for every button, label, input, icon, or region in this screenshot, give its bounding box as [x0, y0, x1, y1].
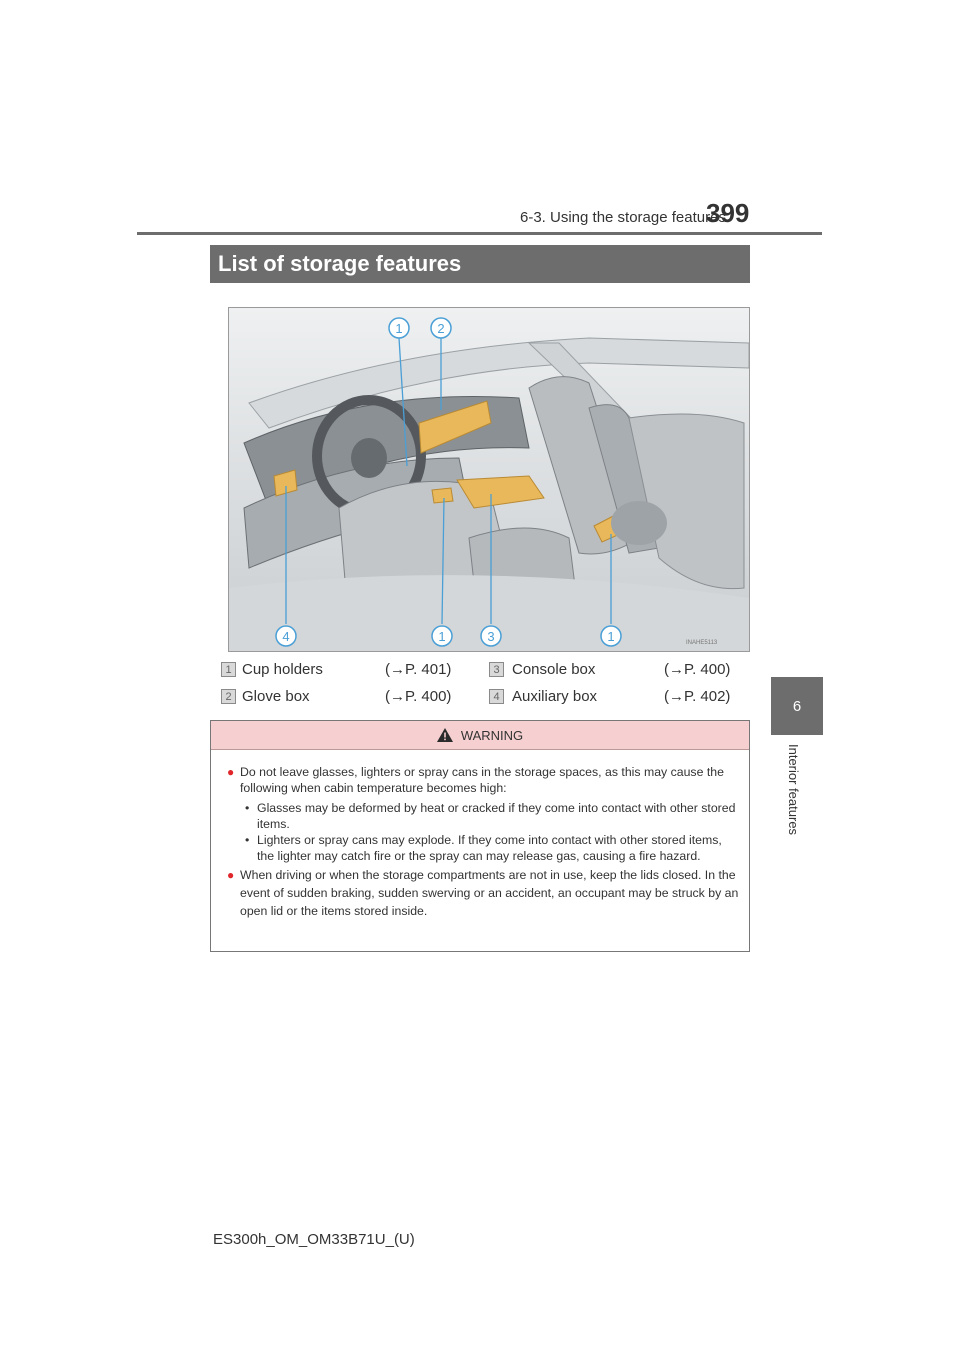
warning-header [211, 721, 749, 750]
warning-sub-2: Lighters or spray cans may explode. If they come into contact with other stored items, the lighter may catch fire or the spray can may release gas, causing a fire hazard. [257, 833, 722, 863]
figure-code: INAHE5113 [686, 640, 718, 646]
item-label: Glove box [242, 688, 310, 705]
legend-item-auxiliary-box [489, 687, 504, 704]
callout-label: 1 [395, 321, 403, 336]
chapter-label-text: Interior features [786, 744, 801, 836]
warning-sub-1: Glasses may be deformed by heat or cracked if they come into contact with other stored items. [257, 801, 736, 831]
callout-label: 1 [438, 629, 446, 644]
callout-label: 4 [282, 629, 290, 644]
sub-bullet-icon: • [245, 833, 250, 847]
header-rule [137, 232, 822, 235]
chapter-label [786, 744, 808, 874]
item-number-badge: 2 [221, 689, 236, 704]
document-footer: ES300h_OM_OM33B71U_(U) [213, 1231, 415, 1248]
legend-item-cup-holders [221, 660, 236, 677]
item-number-badge: 1 [221, 662, 236, 677]
item-reference: (→P. 400) [664, 661, 731, 678]
warning-box [210, 720, 750, 952]
bullet-icon: ● [227, 868, 235, 882]
sub-bullet-icon: • [245, 801, 250, 815]
callout-label: 1 [607, 629, 615, 644]
chapter-tab [771, 677, 823, 735]
item-label: Console box [512, 661, 596, 678]
section-header: 6-3. Using the storage features [520, 209, 726, 226]
item-reference: (→P. 401) [385, 661, 452, 678]
legend-item-console-box [489, 660, 504, 677]
warning-bullet-1: Do not leave glasses, lighters or spray cans in the storage spaces, as this may cause the following when cabin temperature becomes high: [240, 765, 724, 795]
item-number-badge: 3 [489, 662, 504, 677]
callout-label: 3 [487, 629, 495, 644]
item-label: Cup holders [242, 661, 323, 678]
legend-item-glove-box [221, 687, 236, 704]
interior-illustration [228, 307, 750, 652]
callout-label: 2 [437, 321, 445, 336]
page-number: 399 [706, 198, 750, 228]
item-reference: (→P. 400) [385, 688, 452, 705]
section-title [210, 245, 750, 283]
section-title-text: List of storage features [218, 251, 462, 276]
item-number-badge: 4 [489, 689, 504, 704]
warning-title: WARNING [460, 727, 524, 743]
chapter-number: 6 [792, 697, 802, 715]
warning-bullet-2: When driving or when the storage compartments are not in use, keep the lids closed. In the event of sudden braking, sudden swerving or an accident, an occupant may be struck by an open lid or the items stored inside. [240, 868, 739, 918]
bullet-icon: ● [227, 765, 235, 779]
item-label: Auxiliary box [512, 688, 598, 705]
warning-triangle-icon [437, 728, 453, 742]
item-reference: (→P. 402) [664, 688, 731, 705]
